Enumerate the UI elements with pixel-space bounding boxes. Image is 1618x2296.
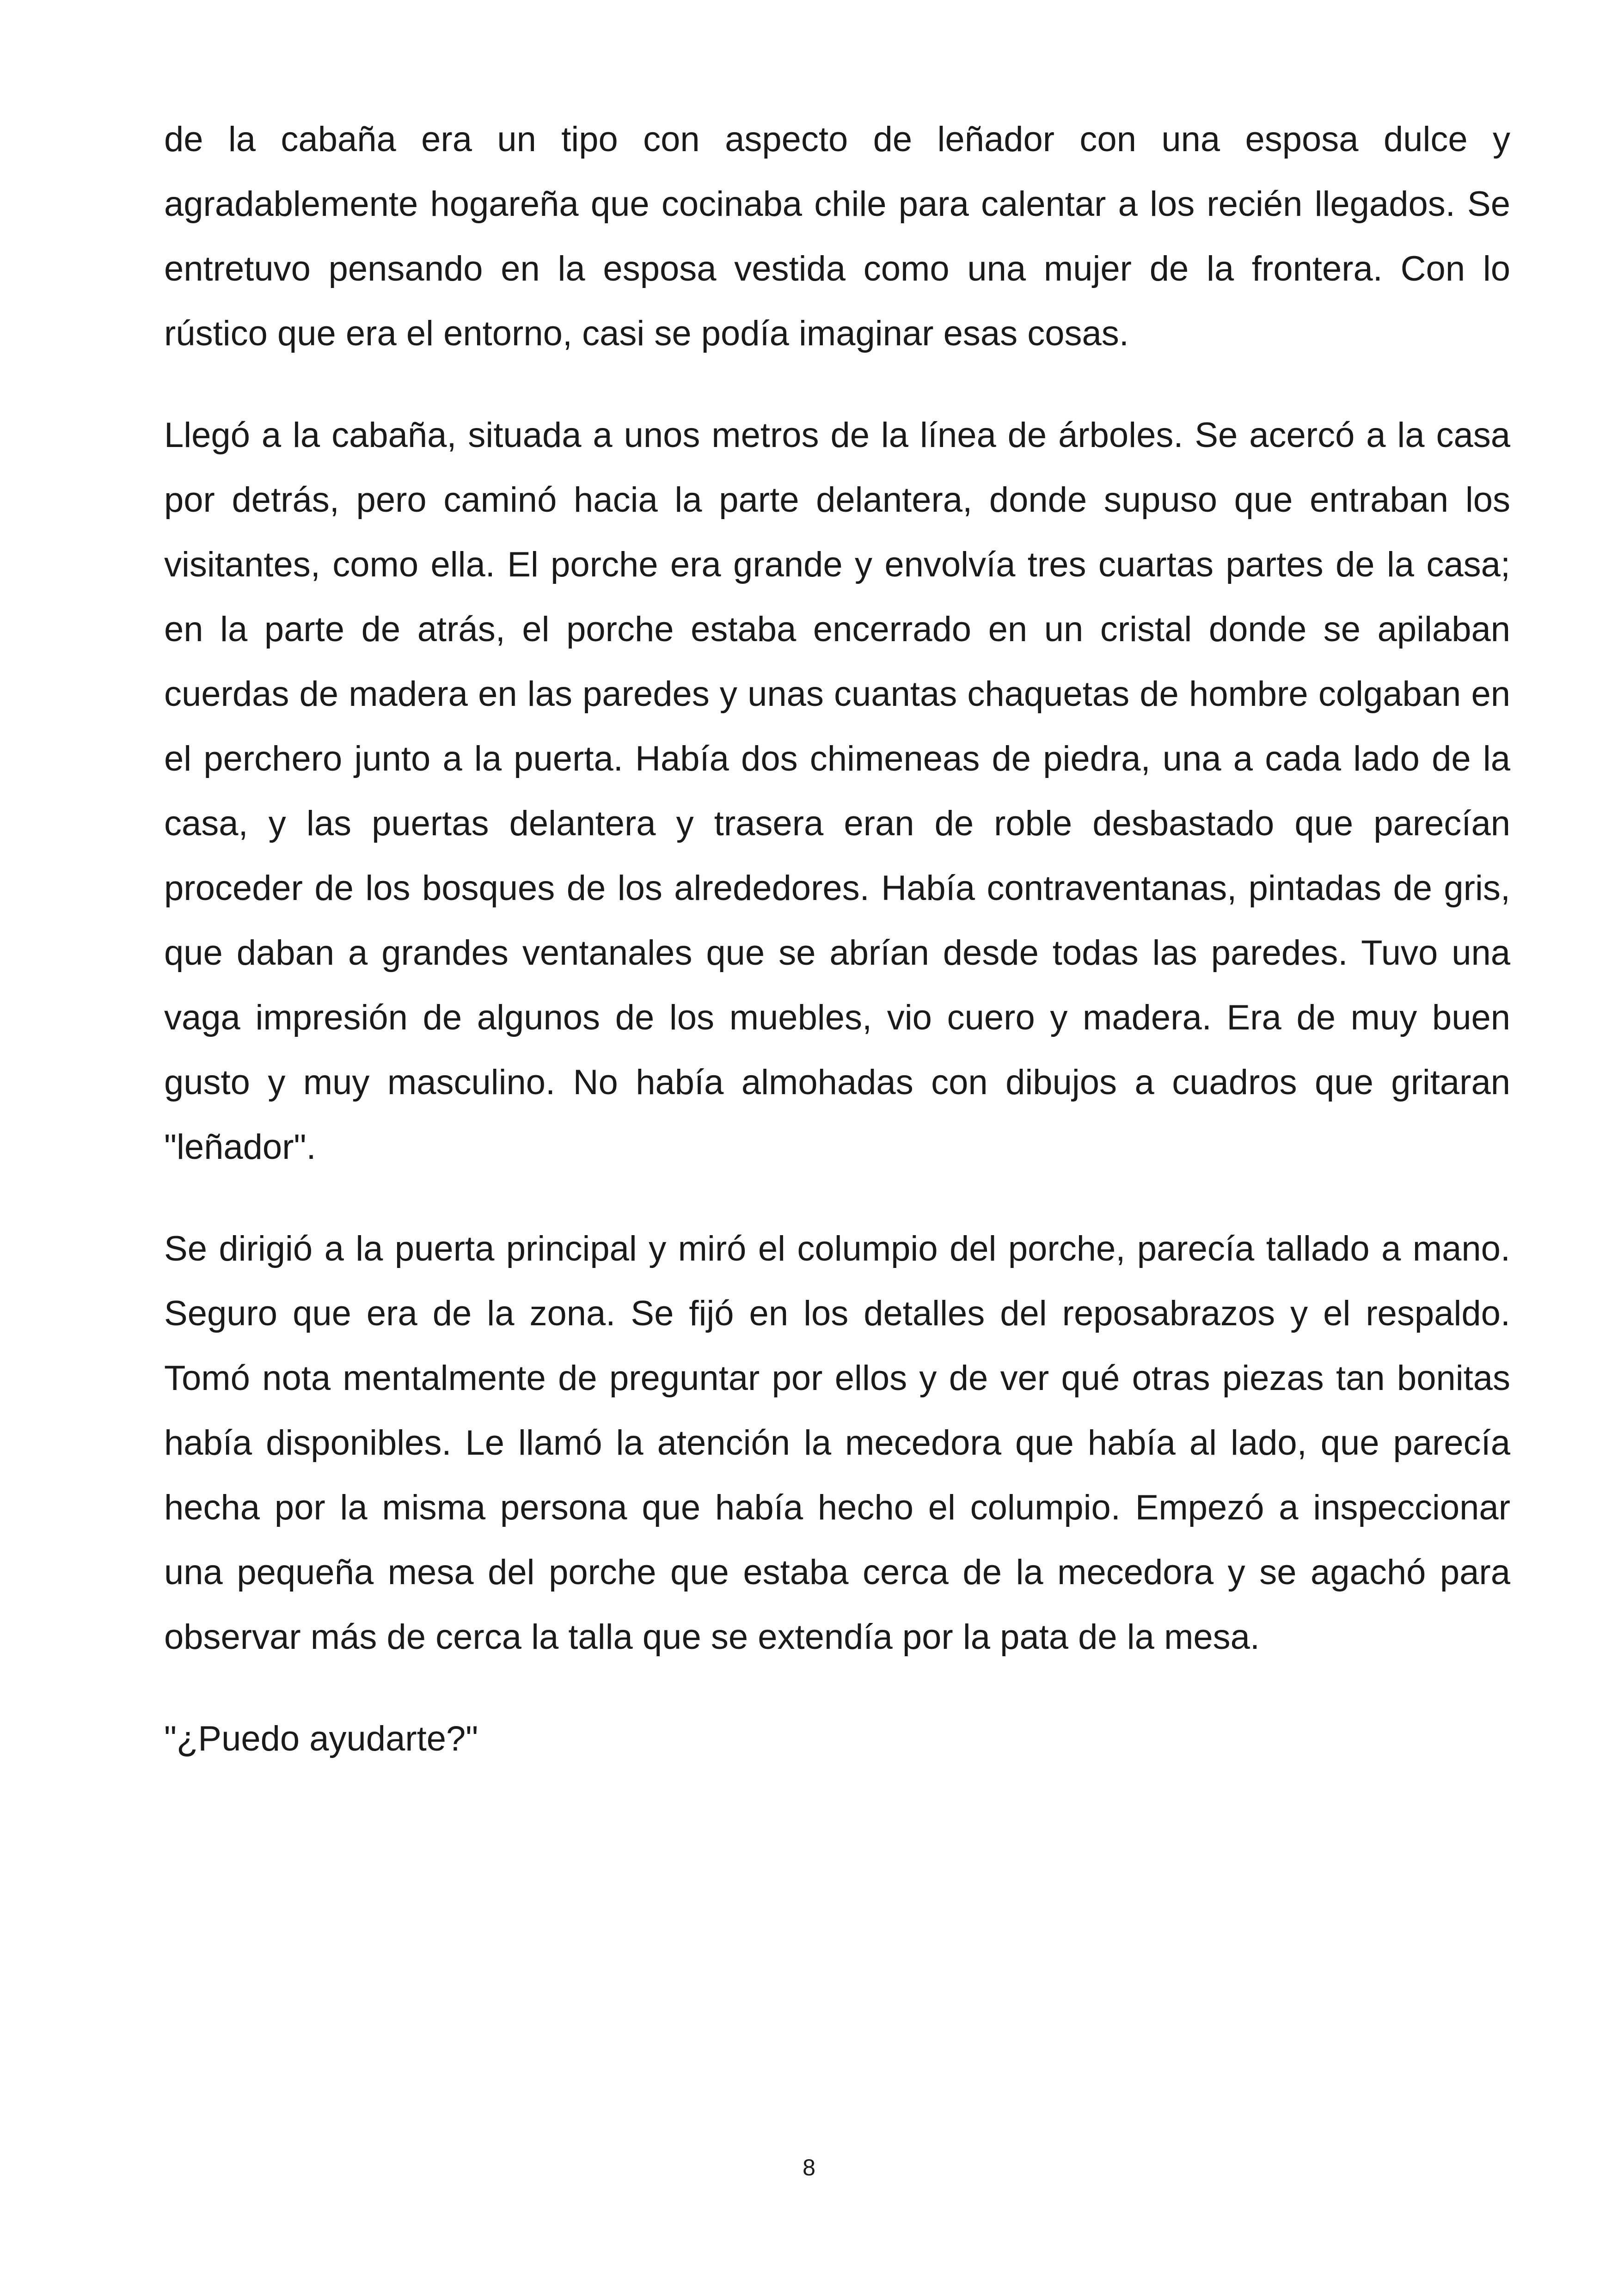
dialogue-line: "¿Puedo ayudarte?" bbox=[164, 1719, 478, 1758]
page-number: 8 bbox=[803, 2155, 815, 2180]
paragraph-3: Se dirigió a la puerta principal y miró el columpio del porche, parecía tallado a mano. Seguro que era de la zona. Se fijó en los detalles del reposabrazos y el respaldo. Tomó nota mentalmente de preguntar por ellos y de ver qué otras piezas tan bonitas había disponibles. Le llamó la atención la mecedora que había al lado, que parecía hecha por la misma persona que había hecho el columpio. Empezó a inspeccionar una pequeña mesa del porche que estaba cerca de la mecedora y se agachó para observar más de cerca la talla que se extendía por la pata de la mesa. bbox=[164, 1229, 1510, 1657]
paragraph-2: Llegó a la cabaña, situada a unos metros de la línea de árboles. Se acercó a la casa por detrás, pero caminó hacia la parte delantera, donde supuso que entraban los visitantes, como ella. El porche era grande y envolvía tres cuartas partes de la casa; en la parte de atrás, el porche estaba encerrado en un cristal donde se apilaban cuerdas de madera en las paredes y unas cuantas chaquetas de hombre colgaban en el perchero junto a la puerta. Había dos chimeneas de piedra, una a cada lado de la casa, y las puertas delantera y trasera eran de roble desbastado que parecían proceder de los bosques de los alrededores. Había contraventanas, pintadas de gris, que daban a grandes ventanales que se abrían desde todas las paredes. Tuvo una vaga impresión de algunos de los muebles, vio cuero y madera. Era de muy buen gusto y muy masculino. No había almohadas con dibujos a cuadros que gritaran "leñador". bbox=[164, 416, 1510, 1167]
paragraph-1: de la cabaña era un tipo con aspecto de leñador con una esposa dulce y agradablemente hogareña que cocinaba chile para calentar a los recién llegados. Se entretuvo pensando en la esposa vestida como una mujer de la frontera. Con lo rústico que era el entorno, casi se podía imaginar esas cosas. bbox=[164, 120, 1510, 353]
body-text bbox=[164, 107, 1510, 1771]
